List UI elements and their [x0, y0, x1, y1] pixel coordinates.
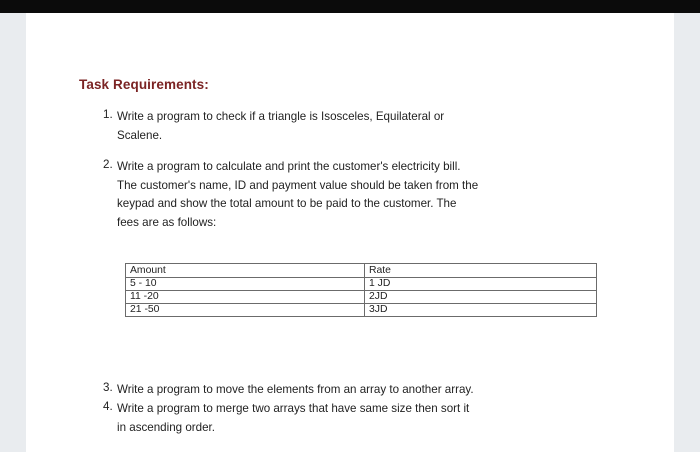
task-requirements-heading: Task Requirements:	[79, 77, 209, 92]
requirement-line: Write a program to calculate and print the customer's electricity bill.	[117, 160, 461, 173]
fee-table-row	[126, 291, 597, 304]
requirement-number: 4.	[103, 400, 113, 413]
fee-table-amount-cell: 21 -50	[126, 304, 365, 317]
fee-table-header-rate: Rate	[365, 264, 597, 278]
requirement-line: fees are as follows:	[117, 215, 217, 229]
fee-table-row	[126, 278, 597, 291]
fee-table-rate-cell: 2JD	[365, 291, 597, 304]
requirement-line: Write a program to check if a triangle is Isosceles, Equilateral or	[117, 110, 445, 123]
fee-table-header-row	[126, 264, 597, 278]
requirement-text	[117, 108, 596, 145]
requirement-line: Write a program to merge two arrays that have same size then sort it	[117, 402, 470, 415]
fee-table-amount-cell: 11 -20	[126, 291, 365, 304]
fee-table	[125, 263, 597, 317]
requirement-line: keypad and show the total amount to be paid to the customer. The	[117, 197, 457, 211]
fee-table-amount-cell: 5 - 10	[126, 278, 365, 291]
fee-table-rate-cell: 3JD	[365, 304, 597, 317]
fee-table-rate-cell: 1 JD	[365, 278, 597, 291]
requirement-line: in ascending order.	[117, 420, 215, 434]
requirement-text	[117, 158, 596, 232]
requirement-line: The customer's name, ID and payment value should be taken from the	[117, 178, 479, 192]
requirement-number: 2.	[103, 158, 113, 171]
top-dark-bar	[0, 0, 700, 13]
requirement-text	[117, 381, 596, 400]
requirement-line: Scalene.	[117, 128, 163, 142]
fee-table-row	[126, 304, 597, 317]
requirement-line: Write a program to move the elements from an array to another array.	[117, 383, 474, 396]
requirement-number: 1.	[103, 108, 113, 121]
requirement-text	[117, 400, 596, 437]
fee-table-header-amount: Amount	[126, 264, 365, 278]
requirement-number: 3.	[103, 381, 113, 394]
